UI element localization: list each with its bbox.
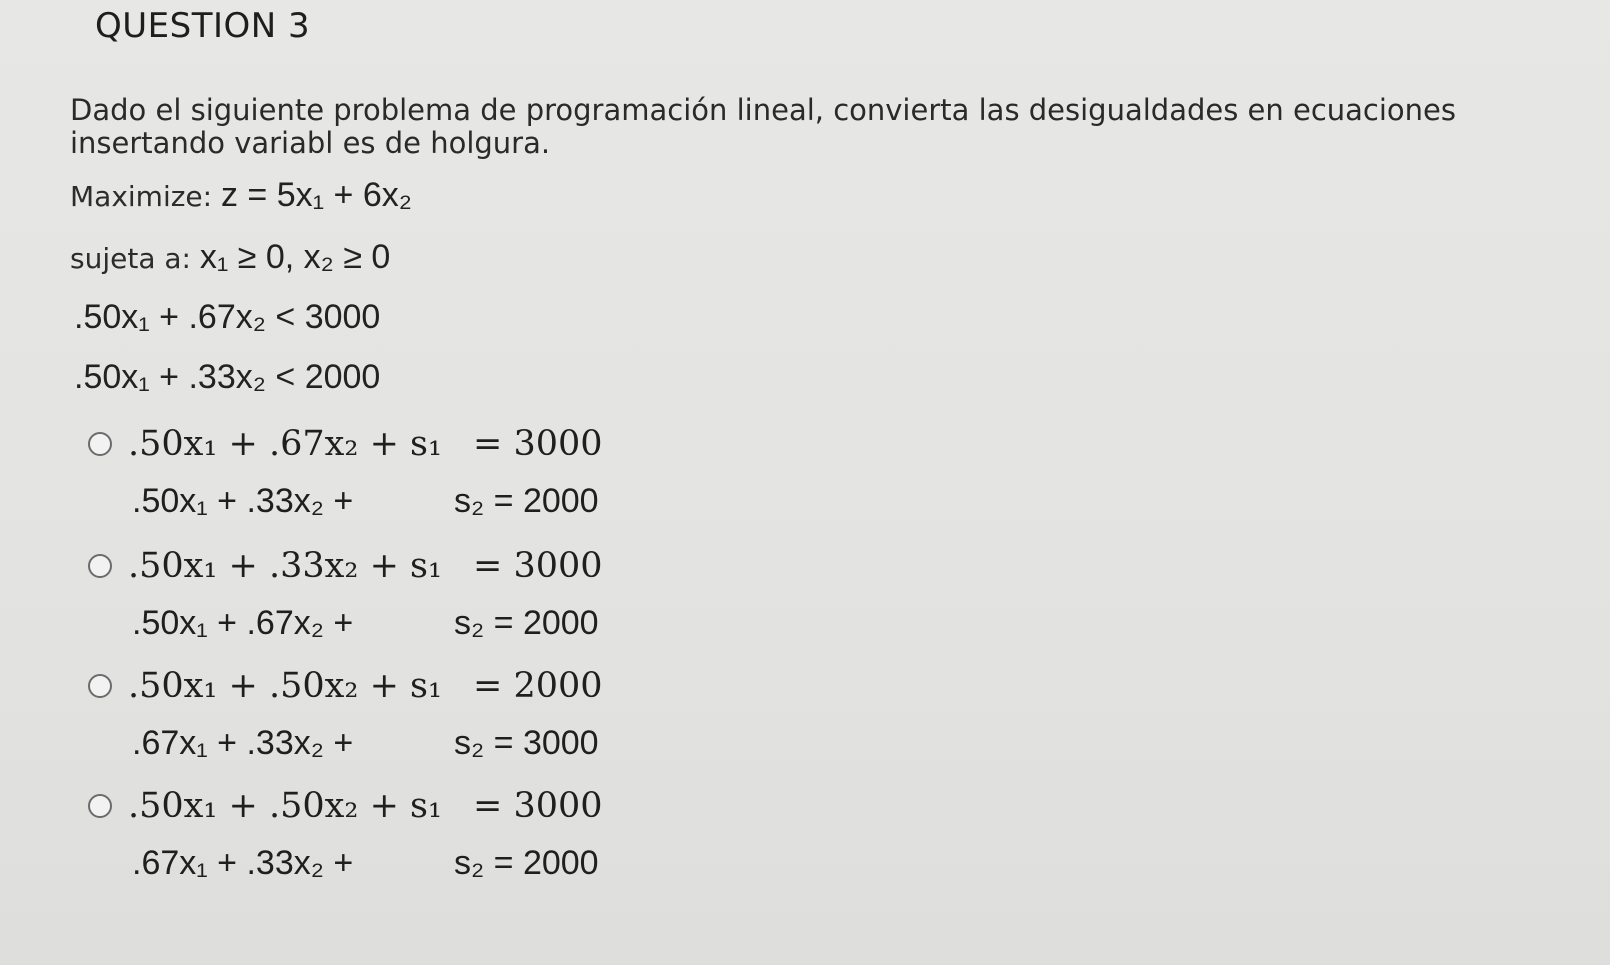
objective-expression: z = 5x₁ + 6x₂ bbox=[220, 176, 412, 214]
option-2-eq2-lhs: .50x₁ + .67x₂ + bbox=[132, 604, 354, 642]
constraint-intro-line bbox=[70, 238, 390, 277]
option-3-eq1-rhs: = 2000 bbox=[473, 666, 603, 706]
answer-option-2[interactable] bbox=[88, 546, 728, 670]
option-3-equation-2 bbox=[132, 724, 599, 763]
answer-option-3[interactable] bbox=[88, 666, 728, 790]
option-2-eq2-rhs: s₂ = 2000 bbox=[454, 604, 599, 642]
answer-option-4[interactable] bbox=[88, 786, 728, 910]
option-3-equation-1 bbox=[128, 666, 603, 706]
option-3-eq2-lhs: .67x₁ + .33x₂ + bbox=[132, 724, 354, 762]
option-2-eq1-lhs: .50x₁ + .33x₂ + s₁ bbox=[128, 546, 443, 586]
constraint-1: .50x₁ + .67x₂ < 3000 bbox=[74, 298, 381, 336]
nonnegativity-expression: x₁ ≥ 0, x₂ ≥ 0 bbox=[199, 238, 391, 276]
option-2-eq1-rhs: = 3000 bbox=[473, 546, 603, 586]
option-1-eq2-rhs: s₂ = 2000 bbox=[454, 482, 599, 520]
question-prompt: Dado el siguiente problema de programación lineal, convierta las desigualdades en ecuaciones insertando variabl es de holgura. bbox=[70, 93, 1457, 160]
radio-button-2[interactable] bbox=[88, 554, 112, 578]
option-3-eq1-lhs: .50x₁ + .50x₂ + s₁ bbox=[128, 666, 443, 706]
option-4-eq1-rhs: = 3000 bbox=[473, 786, 603, 826]
option-3-eq2-rhs: s₂ = 3000 bbox=[454, 724, 599, 762]
option-4-eq1-lhs: .50x₁ + .50x₂ + s₁ bbox=[128, 786, 443, 826]
option-1-eq2-lhs: .50x₁ + .33x₂ + bbox=[132, 482, 354, 520]
answer-option-1[interactable] bbox=[88, 424, 728, 548]
option-1-eq1-rhs: = 3000 bbox=[473, 424, 603, 464]
question-title: QUESTION 3 bbox=[95, 6, 311, 46]
objective-line bbox=[70, 176, 412, 215]
constraint-label: sujeta a: bbox=[70, 242, 191, 275]
radio-button-3[interactable] bbox=[88, 674, 112, 698]
option-4-equation-2 bbox=[132, 844, 599, 883]
option-4-equation-1 bbox=[128, 786, 603, 826]
objective-label: Maximize: bbox=[70, 180, 213, 213]
option-2-equation-1 bbox=[128, 546, 603, 586]
option-4-eq2-rhs: s₂ = 2000 bbox=[454, 844, 599, 882]
option-1-equation-2 bbox=[132, 482, 599, 521]
option-4-eq2-lhs: .67x₁ + .33x₂ + bbox=[132, 844, 354, 882]
option-2-equation-2 bbox=[132, 604, 599, 643]
radio-button-4[interactable] bbox=[88, 794, 112, 818]
option-1-eq1-lhs: .50x₁ + .67x₂ + s₁ bbox=[128, 424, 443, 464]
option-1-equation-1 bbox=[128, 424, 603, 464]
radio-button-1[interactable] bbox=[88, 432, 112, 456]
constraint-2: .50x₁ + .33x₂ < 2000 bbox=[74, 358, 381, 396]
